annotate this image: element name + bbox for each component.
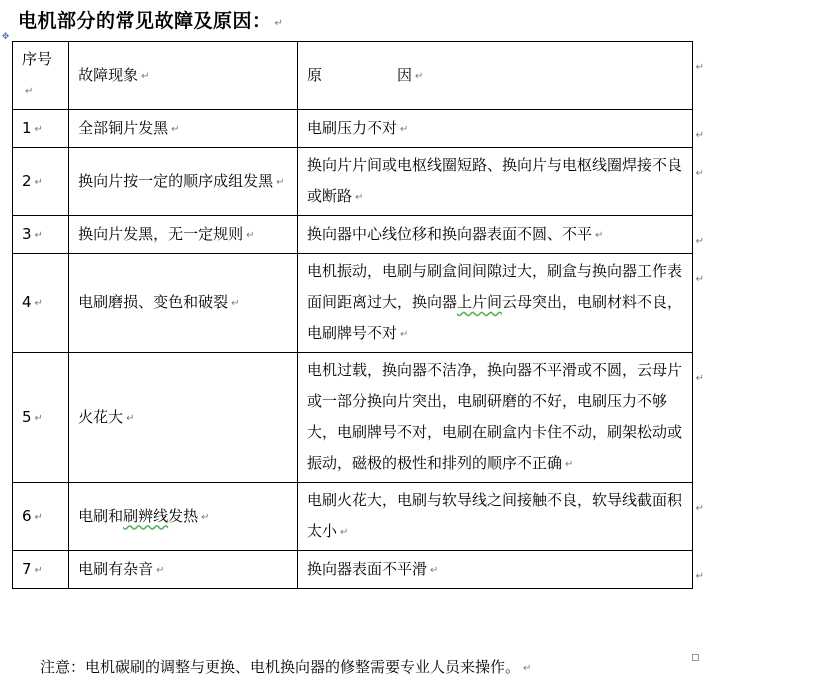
row-index: 6 ↵ [13,483,69,551]
table-row [13,110,693,148]
table-row [13,148,693,216]
row-cause: 电刷火花大，电刷与软导线之间接触不良，软导线截面积太小 ↵ ↵ [297,483,692,551]
row-cause: 换向片片间或电枢线圈短路、换向片与电枢线圈焊接不良或断路 ↵ ↵ [297,148,692,216]
table-row [13,216,693,254]
row-symptom: 火花大 ↵ [69,353,298,483]
header-symptom: 故障现象 ↵ [69,42,298,110]
header-index: 序号↵ [13,42,69,110]
spellcheck-underline[interactable]: 上片间 [456,293,502,311]
table-move-handle-icon[interactable]: ✥ [1,32,10,42]
row-index: 4 ↵ [13,254,69,353]
row-index: 1 ↵ [13,110,69,148]
row-symptom: 换向片按一定的顺序成组发黑 ↵ [69,148,298,216]
header-cause: 原 因 ↵ ↵ [297,42,692,110]
row-symptom: 全部铜片发黑 ↵ [69,110,298,148]
row-index: 5 ↵ [13,353,69,483]
table-row [13,353,693,483]
spellcheck-underline[interactable]: 刷辨线 [123,506,169,525]
row-symptom: 电刷磨损、变色和破裂 ↵ [69,254,298,353]
row-symptom: 换向片发黑，无一定规则 ↵ [69,216,298,254]
row-cause: 电机振动，电刷与刷盒间间隙过大，刷盒与换向器工作表面间距离过大，换向器上片间云母突出，电刷材料不良，电刷牌号不对 ↵ ↵ [297,254,692,353]
row-cause: 电机过载，换向器不洁净，换向器不平滑或不圆，云母片或一部分换向片突出，电刷研磨的不好，电刷压力不够大，电刷牌号不对，电刷在刷盒内卡住不动，刷架松动或振动，磁极的极性和排列的顺序不正确 ↵ ↵ [297,353,692,483]
paragraph-mark-icon: ↵ [274,18,284,29]
row-cause: 换向器表面不平滑 ↵ ↵ [297,551,692,589]
cell-end-marker [692,654,699,661]
fault-table [12,41,704,589]
row-cause: 电刷压力不对 ↵ ↵ [297,110,692,148]
document-title: 电机部分的常见故障及原因： ↵ [18,10,284,32]
table-row [13,551,693,589]
row-index: 3 ↵ [13,216,69,254]
row-index: 2 ↵ [13,148,69,216]
table-header-row [13,42,693,110]
row-index: 7 ↵ [13,551,69,589]
row-symptom: 电刷和刷辨线发热 ↵ [69,483,298,551]
table-row [13,483,693,551]
footnote: 注意：电机碳刷的调整与更换、电机换向器的修整需要专业人员来操作。 ↵ [40,658,532,676]
row-cause: 换向器中心线位移和换向器表面不圆、不平 ↵ ↵ [297,216,692,254]
table-row [13,254,693,353]
row-symptom: 电刷有杂音 ↵ [69,551,298,589]
